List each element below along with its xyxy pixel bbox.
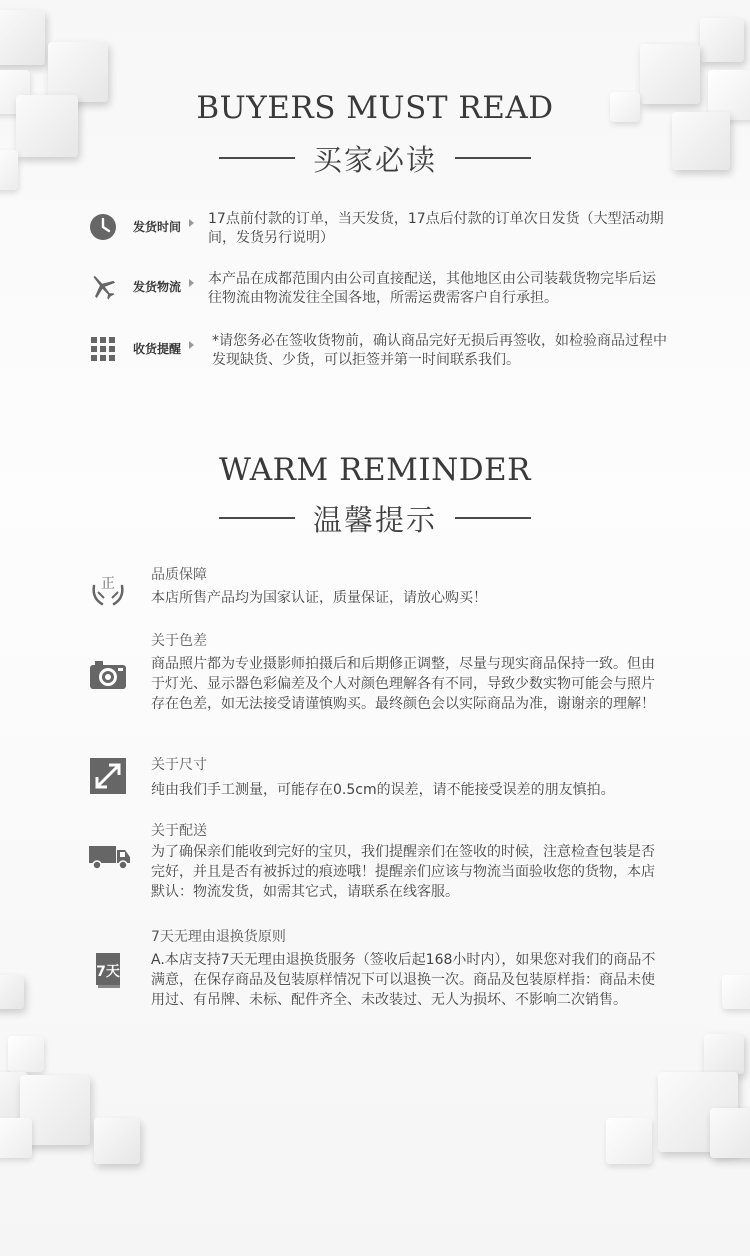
decor-tile xyxy=(722,975,750,1009)
divider-line xyxy=(455,517,531,519)
warm-heading: 7天无理由退换货原则 xyxy=(151,929,286,945)
buy-label: 发货物流 xyxy=(133,280,182,294)
decor-tile xyxy=(0,10,45,65)
airplane-icon xyxy=(88,272,118,302)
camera-icon xyxy=(88,656,128,696)
buyers-title-cn: 买家必读 xyxy=(312,142,437,177)
truck-icon xyxy=(88,836,132,876)
warm-text: A.本店支持7天无理由退换货服务（签收后起168小时内），如果您对我们的商品不满意，在保存商品及包装原样情况下可以退换一次。商品及包装原样指：商品未使用过、有吊牌、未标、配件齐全、未改装过、无人为损坏、不影响二次销售。 xyxy=(151,952,656,1008)
decor-tile xyxy=(0,975,24,1009)
buy-label: 收货提醒 xyxy=(133,342,182,356)
buyers-title-en: BUYERS MUST READ xyxy=(196,90,554,126)
divider-line xyxy=(219,517,295,519)
decor-tile xyxy=(8,1036,44,1072)
decor-tile xyxy=(94,1118,140,1164)
buy-label: 发货时间 xyxy=(133,220,182,234)
clock-icon xyxy=(88,212,118,242)
quality-badge: 正 xyxy=(101,576,115,592)
quality-hands-icon xyxy=(88,568,128,608)
decor-tile xyxy=(0,1118,32,1158)
warm-text: 商品照片都为专业摄影师拍摄后和后期修正调整，尽量与现实商品保持一致。但由于灯光、显示器色彩偏差及个人对颜色理解各有不同，导致少数实物可能会与照片存在色差，如无法接受请谨慎购买。最终颜色会以实际商品为准，谢谢亲的理解！ xyxy=(151,656,655,712)
warm-subtitle xyxy=(0,498,750,538)
buy-text: 17点前付款的订单，当天发货，17点后付款的订单次日发货（大型活动期间，发货另行说明） xyxy=(208,211,664,246)
warm-heading: 关于配送 xyxy=(151,823,207,839)
buy-text: 本产品在成都范围内由公司直接配送，其他地区由公司装载货物完毕后运往物流由物流发往全国各地，所需运费需客户自行承担。 xyxy=(208,271,656,306)
decor-tile xyxy=(704,1034,744,1074)
warm-text: 纯由我们手工测量，可能存在0.5cm的误差，请不能接受误差的朋友慎拍。 xyxy=(151,782,615,798)
chevron-right-icon xyxy=(189,279,194,287)
decor-tile xyxy=(606,1118,652,1164)
grid-icon xyxy=(88,334,118,364)
warm-heading: 品质保障 xyxy=(151,567,207,583)
chevron-right-icon xyxy=(189,219,194,227)
seven-day-calendar-icon xyxy=(88,950,128,990)
warm-title-cn: 温馨提示 xyxy=(312,502,437,537)
seven-day-badge: 7天 xyxy=(96,964,120,980)
warm-text: 本店所售产品均为国家认证，质量保证，请放心购买！ xyxy=(151,590,487,606)
buyers-subtitle xyxy=(0,138,750,178)
resize-arrow-icon xyxy=(88,756,128,796)
buy-text: *请您务必在签收货物前，确认商品完好无损后再签收，如检验商品过程中发现缺货、少货，可以拒签并第一时间联系我们。 xyxy=(212,333,667,368)
divider-line xyxy=(219,157,295,159)
divider-line xyxy=(455,157,531,159)
warm-text: 为了确保亲们能收到完好的宝贝，我们提醒亲们在签收的时候，注意检查包装是否完好，并且是否有被拆过的痕迹哦！提醒亲们应该与物流当面验收您的货物，本店默认：物流发货，如需其它式，请联系在线客服。 xyxy=(151,844,655,900)
warm-heading: 关于色差 xyxy=(151,633,207,649)
decor-tile xyxy=(700,18,744,62)
chevron-right-icon xyxy=(189,341,194,349)
warm-title-en: WARM REMINDER xyxy=(218,452,532,488)
decor-tile xyxy=(710,1108,750,1158)
warm-heading: 关于尺寸 xyxy=(151,757,207,773)
